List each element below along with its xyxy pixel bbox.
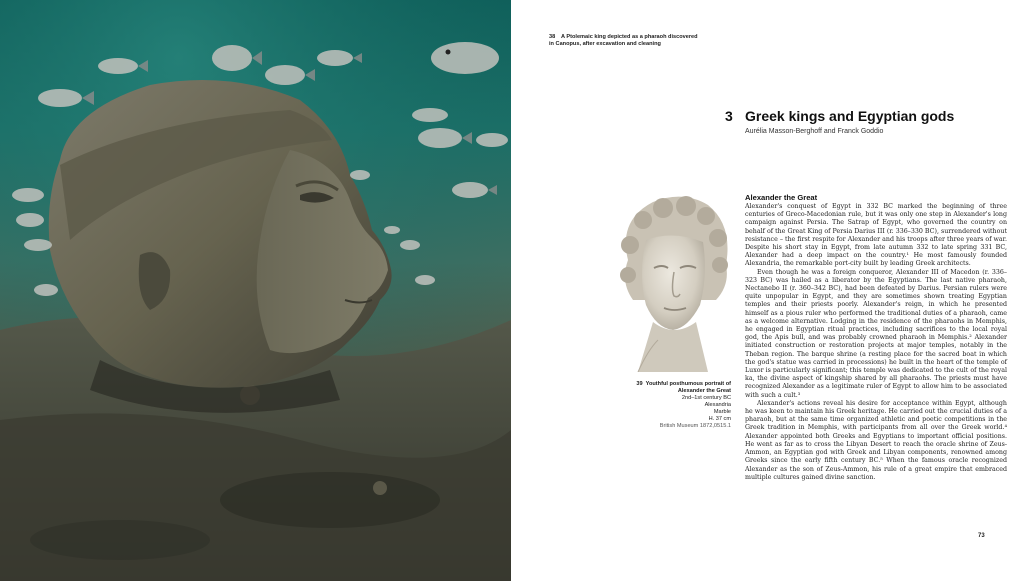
figure-39-height: H. 37 cm <box>708 416 731 422</box>
paragraph-2: Even though he was a foreign conqueror, Alexander III of Macedon (r. 336–323 BC) was hailed as a liberator by the Egyptians. The last native pharaoh, Nectanebo II (r. 360–342 BC), had been defeated by Darius. Persian rulers were quite unpopular in Egypt, and they are sometimes shown treating Egyptian temples and their priests poorly. Alexander's reign, in which he presented himself as a pious ruler who performed the traditional duties of a pharaoh, came as a welcome alternative. Lodging in the residence of the pharaohs in Memphis, he engaged in Egyptian ritual practices, including sacrifices to the local royal god, the Apis bull, and was probably crowned pharaoh in Memphis.² Alexander initiated construction or restoration projects at major temples, notably in the Theban region. The barque shrine (a resting place for the sacred boat in which the god's statue was carried in processions) he built in the heart of the temple of Luxor is particularly significant; this temple was dedicated to the cult of the royal ka, the divine aspect of kingship shared by all pharaohs. The priests must have recognized Alexander as a legitimate ruler of Egypt to allow him to be associated with such a cult.³ <box>745 268 1007 399</box>
page-number: 73 <box>978 533 985 539</box>
figure-39-title: Youthful posthumous portrait of Alexander the Great <box>645 381 731 394</box>
text-page <box>511 0 1020 581</box>
alexander-bust-photo <box>608 190 738 372</box>
article-body <box>745 193 1007 482</box>
section-heading: Alexander the Great <box>745 193 818 202</box>
paragraph-1: Alexander's conquest of Egypt in 332 BC marked the beginning of three centuries of Greco-Macedonian rule, but it was only one step in Alexander's long campaign against Persia. The Satrap of Egypt, who governed the country on behalf of the Great King of Persia Darius III (r. 336–330 BC), surrendered without resistance – the first respite for Alexander and his troops after three years of war. Despite his short stay in Egypt, from late autumn 332 to late spring 331 BC, Alexander had a deep impact on the country.¹ He most famously founded Alexandria, the remarkable port-city built by leading Greek architects. <box>745 203 1007 268</box>
chapter-title-text: Greek kings and Egyptian gods <box>745 108 955 124</box>
figure-39-collection: British Museum 1872,0515.1 <box>659 423 731 429</box>
chapter-authors: Aurélia Masson-Berghoff and Franck Goddio <box>745 128 884 135</box>
chapter-title <box>725 107 1015 125</box>
figure-39-number: 39 <box>636 381 643 387</box>
figure-39-caption <box>627 381 731 430</box>
figure-39-date: 2nd–1st century BC <box>681 395 731 401</box>
figure-39-place: Alexandria <box>704 402 731 408</box>
figure-39-material: Marble <box>713 409 731 415</box>
bust-illustration <box>608 190 738 372</box>
paragraph-3: Alexander's actions reveal his desire for acceptance within Egypt, although he was keen to maintain his Greek heritage. He carried out the crucial duties of a pharaoh, but at the same time organized athletic and poetic competitions in the Greek tradition in Memphis, with participants from all over the Greek world.⁴ Alexander appointed both Greeks and Egyptians to important official positions. He went as far as to cross the Libyan Desert to reach the oracle shrine of Zeus-Ammon, an Egyptian god with Greek and Libyan components, renowned among Greeks since the early fifth century BC.⁵ When the famous oracle recognized Alexander as the son of Zeus-Ammon, his rule of a great empire that embraced multiple cultures gained divine sanction. <box>745 399 1007 481</box>
chapter-number: 3 <box>725 108 733 124</box>
figure-38-number: 38 <box>549 34 556 40</box>
figure-38-caption-text: A Ptolemaic king depicted as a pharaoh discovered in Canopus, after excavation and cleaning <box>549 34 698 47</box>
figure-38-caption <box>549 34 699 48</box>
